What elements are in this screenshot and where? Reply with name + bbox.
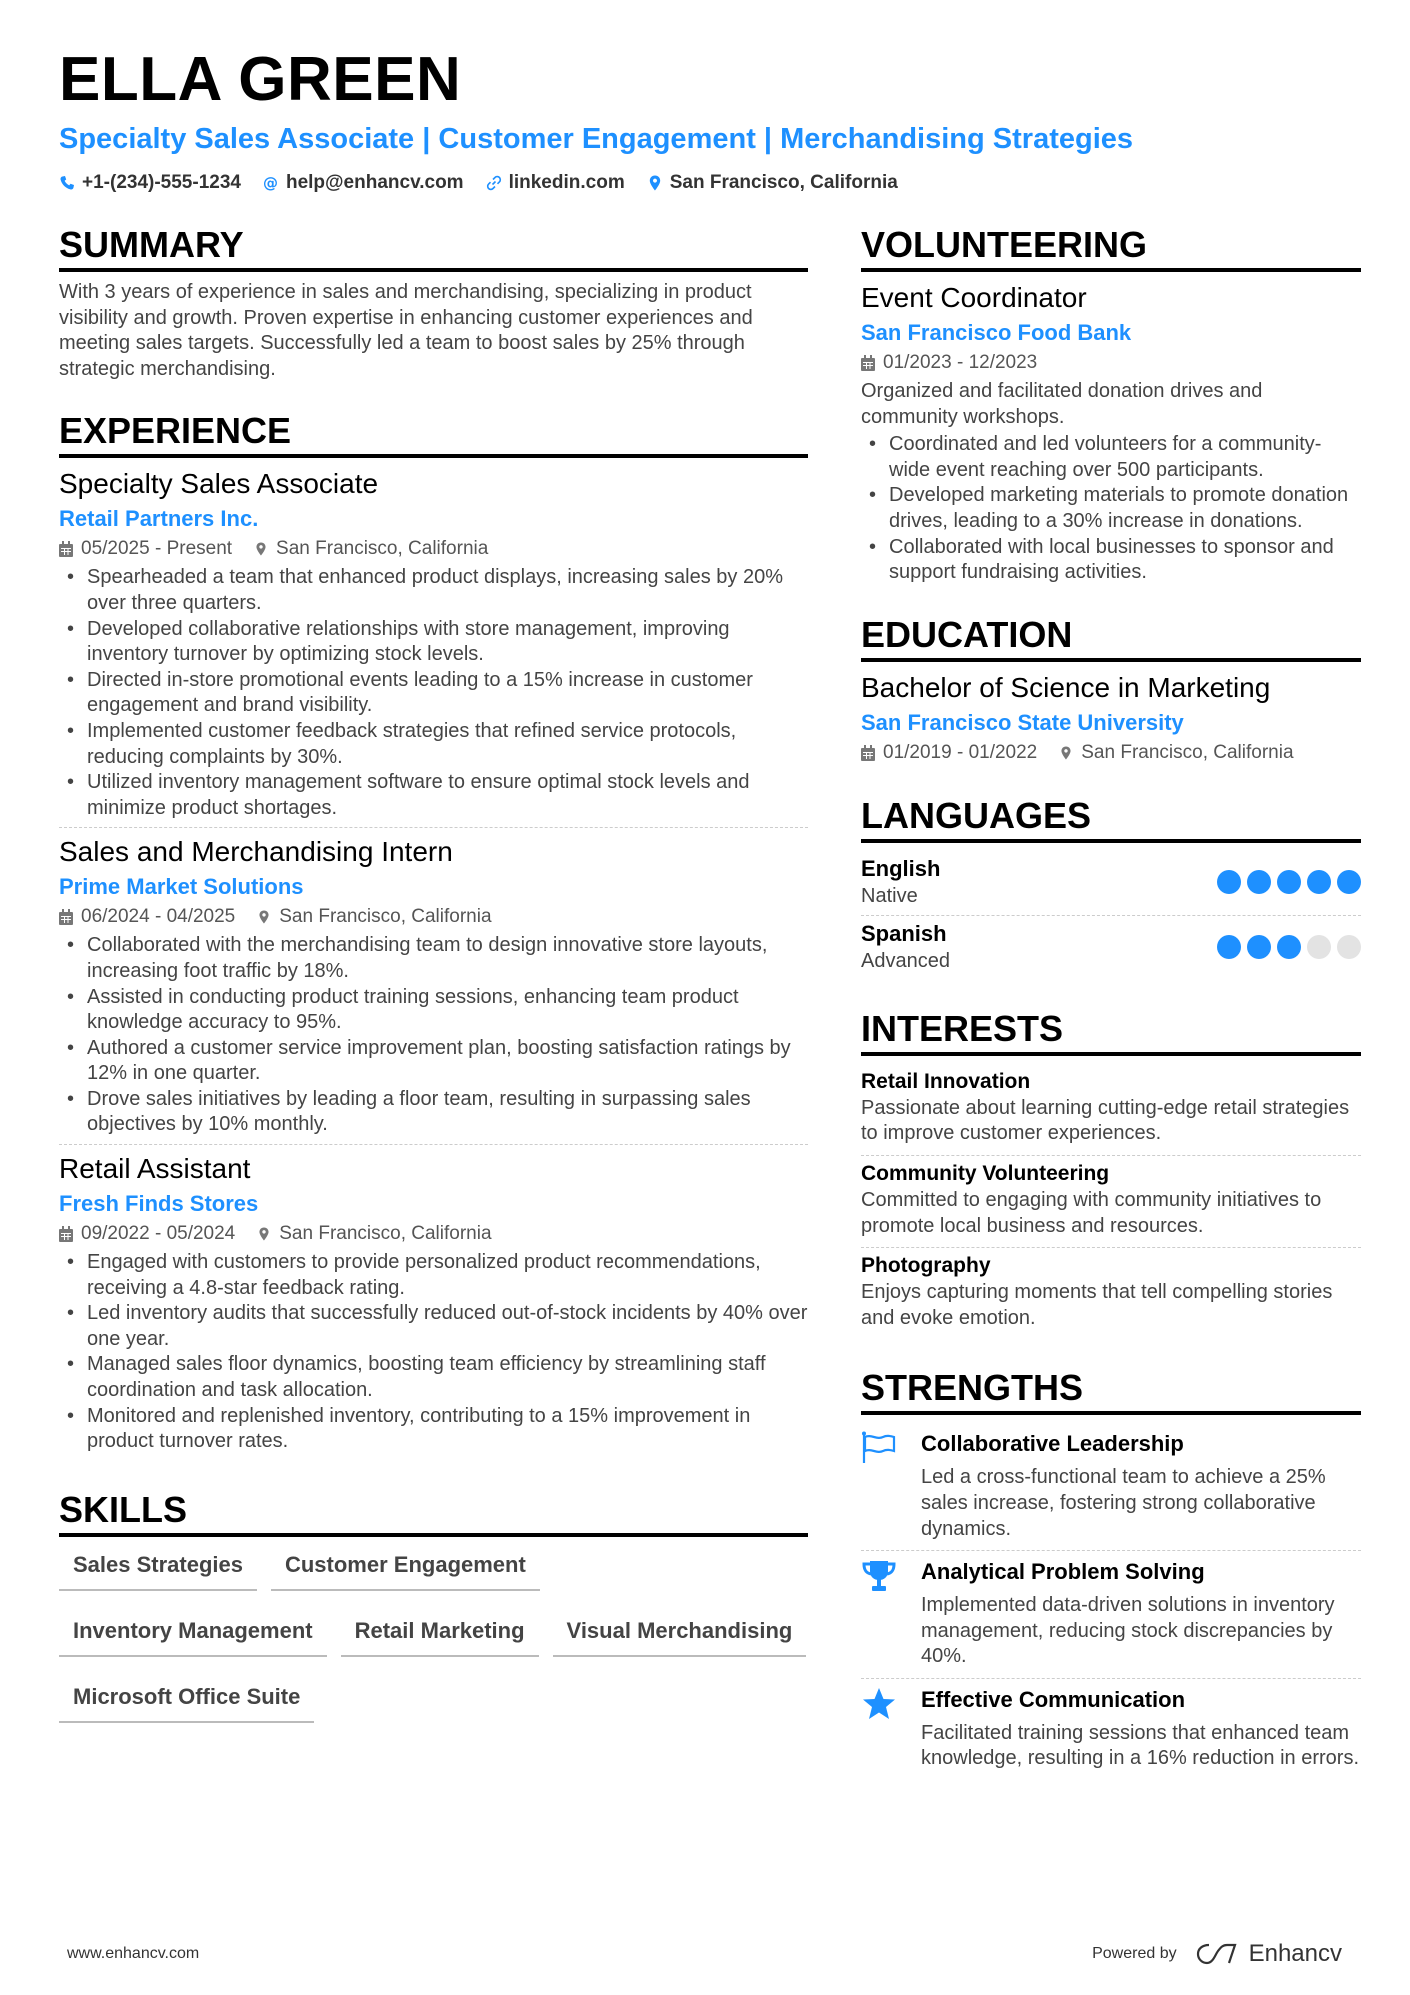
volunteering-section [861, 224, 1361, 586]
job-dates: 06/2024 - 04/2025 [81, 906, 236, 928]
interest-title: Photography [861, 1254, 991, 1278]
svg-text:@: @ [262, 175, 278, 191]
strength-item [861, 1423, 1361, 1551]
job-bullets [59, 933, 808, 1138]
rating-dot [1277, 870, 1301, 894]
job-location: San Francisco, California [279, 906, 492, 928]
location-icon [257, 1226, 271, 1242]
bullet: • Assisted in conducting product training sessions, enhancing team product knowledge accuracy to 95%. [59, 985, 808, 1036]
interest-title: Retail Innovation [861, 1069, 1031, 1093]
bullet: • Spearheaded a team that enhanced product displays, increasing sales by 20% over three quarters. [59, 565, 808, 616]
skills-section [59, 1489, 808, 1723]
bullet: • Utilized inventory management software to ensure optimal stock levels and minimize product shortages. [59, 770, 808, 821]
job-meta [59, 1220, 808, 1248]
location-icon [1059, 745, 1073, 761]
language-name: English [861, 855, 941, 881]
strength-text: Implemented data-driven solutions in inventory management, reducing stock discrepancies by 40%. [921, 1594, 1335, 1668]
trophy-icon [861, 1559, 897, 1593]
volunteer-dates: 01/2023 - 12/2023 [883, 352, 1038, 373]
contact-text: San Francisco, California [669, 172, 898, 193]
headline: Specialty Sales Associate | Customer Engagement | Merchandising Strategies [59, 123, 1134, 155]
calendar-icon [861, 355, 875, 371]
contact-linkedin[interactable] [486, 170, 625, 196]
calendar-icon [861, 745, 875, 761]
job-title: Retail Assistant [59, 1153, 251, 1185]
section-title: STRENGTHS [861, 1367, 1361, 1415]
rating-dot [1337, 935, 1361, 959]
volunteer-role: Event Coordinator [861, 282, 1087, 313]
footer [67, 1940, 1342, 1968]
skill-tag: Sales Strategies [59, 1551, 257, 1591]
language-rating [1217, 870, 1361, 894]
contact-bar [59, 170, 1361, 196]
section-title: EXPERIENCE [59, 410, 808, 458]
bullet: • Developed collaborative relationships with store management, improving inventory turnover by optimizing stock levels. [59, 617, 808, 668]
interest-title: Community Volunteering [861, 1161, 1110, 1185]
job-title: Specialty Sales Associate [59, 468, 379, 500]
section-title: VOLUNTEERING [861, 224, 1361, 272]
phone-icon [59, 175, 75, 191]
location-icon [257, 909, 271, 925]
company-name: Retail Partners Inc. [59, 506, 259, 532]
rating-dot [1307, 870, 1331, 894]
skills-list [59, 1551, 808, 1723]
calendar-icon [59, 541, 73, 557]
rating-dot [1247, 935, 1271, 959]
bullet: • Managed sales floor dynamics, boosting team efficiency by streamlining staff coordination and task allocation. [59, 1352, 808, 1403]
interest-text: Enjoys capturing moments that tell compelling stories and evoke emotion. [861, 1281, 1333, 1329]
bullet: • Authored a customer service improvement plan, boosting satisfaction ratings by 12% in one quarter. [59, 1036, 808, 1087]
strength-item [861, 1679, 1361, 1780]
location-icon [647, 175, 663, 191]
summary-text: With 3 years of experience in sales and merchandising, specializing in product visibility and growth. Proven expertise in enhancing customer experiences and meeting sales targets. Successfully led a team to boost sales by 25% through strategic merchandising. [59, 281, 753, 380]
rating-dot [1217, 870, 1241, 894]
school-name: San Francisco State University [861, 709, 1184, 735]
contact-text: help@enhancv.com [285, 172, 464, 193]
interest-item [861, 1064, 1361, 1156]
contact-text: +1-(234)-555-1234 [82, 172, 241, 193]
rating-dot [1337, 870, 1361, 894]
experience-item [59, 834, 808, 1145]
strength-title: Effective Communication [921, 1686, 1186, 1712]
experience-item [59, 1151, 808, 1461]
location-icon [254, 541, 268, 557]
strength-text: Led a cross-functional team to achieve a 25% sales increase, fostering strong collaborative dynamics. [921, 1466, 1326, 1540]
language-level: Native [861, 884, 918, 907]
language-level: Advanced [861, 949, 950, 972]
education-location: San Francisco, California [1081, 741, 1294, 763]
rating-dot [1277, 935, 1301, 959]
job-meta [59, 903, 808, 931]
calendar-icon [59, 1226, 73, 1242]
language-name: Spanish [861, 920, 947, 946]
strength-text: Facilitated training sessions that enhanced team knowledge, resulting in a 16% reduction in errors. [921, 1721, 1360, 1770]
contact-location [647, 170, 898, 196]
job-bullets [59, 1250, 808, 1455]
job-dates: 05/2025 - Present [81, 538, 233, 560]
section-title: EDUCATION [861, 614, 1361, 662]
bullet: • Implemented customer feedback strategies that refined service protocols, reducing complaints by 30%. [59, 719, 808, 770]
job-location: San Francisco, California [276, 538, 489, 560]
contact-text: linkedin.com [508, 172, 625, 193]
bullet: • Drove sales initiatives by leading a floor team, resulting in surpassing sales objectives by 10% monthly. [59, 1087, 808, 1138]
language-item [861, 916, 1361, 980]
company-name: Fresh Finds Stores [59, 1191, 259, 1217]
job-location: San Francisco, California [279, 1223, 492, 1245]
job-title: Sales and Merchandising Intern [59, 836, 453, 868]
interest-item [861, 1248, 1361, 1339]
section-title: INTERESTS [861, 1008, 1361, 1056]
rating-dot [1307, 935, 1331, 959]
education-section [861, 614, 1361, 767]
job-dates: 09/2022 - 05/2024 [81, 1223, 236, 1245]
footer-website[interactable]: www.enhancv.com [67, 1945, 200, 1962]
degree: Bachelor of Science in Marketing [861, 671, 1271, 703]
powered-by [1092, 1940, 1342, 1968]
at-icon [263, 175, 279, 191]
volunteer-description: Organized and facilitated donation drives and community workshops. [861, 380, 1263, 428]
skill-tag: Customer Engagement [271, 1551, 540, 1591]
bullet: • Engaged with customers to provide personalized product recommendations, receiving a 4.8-star feedback rating. [59, 1250, 808, 1301]
rating-dot [1217, 935, 1241, 959]
education-meta [861, 739, 1361, 767]
brand-logo[interactable] [1195, 1940, 1342, 1968]
flag-icon [861, 1431, 897, 1465]
right-column [861, 224, 1361, 1808]
strength-title: Collaborative Leadership [921, 1431, 1184, 1457]
interest-text: Committed to engaging with community initiatives to promote local business and resources. [861, 1188, 1322, 1237]
powered-by-label: Powered by [1092, 1945, 1177, 1962]
link-icon [486, 175, 502, 191]
volunteer-bullets [861, 432, 1361, 586]
strength-item [861, 1551, 1361, 1679]
contact-phone[interactable] [59, 170, 241, 196]
summary-section [59, 224, 808, 382]
skill-tag: Retail Marketing [341, 1617, 539, 1657]
interest-item [861, 1156, 1361, 1248]
languages-section [861, 795, 1361, 980]
skill-tag: Visual Merchandising [553, 1617, 807, 1657]
education-dates: 01/2019 - 01/2022 [883, 741, 1038, 763]
star-icon [861, 1687, 897, 1721]
section-title: LANGUAGES [861, 795, 1361, 843]
enhancv-logo-icon [1195, 1941, 1241, 1967]
bullet: • Developed marketing materials to promote donation drives, leading to a 30% increase in donations. [861, 483, 1361, 534]
bullet: • Monitored and replenished inventory, contributing to a 15% improvement in product turnover rates. [59, 1404, 808, 1455]
experience-section [59, 410, 808, 1460]
skill-tag: Microsoft Office Suite [59, 1683, 314, 1723]
bullet: • Collaborated with the merchandising team to design innovative store layouts, increasing foot traffic by 18%. [59, 933, 808, 984]
interest-text: Passionate about learning cutting-edge retail strategies to improve customer experiences. [861, 1096, 1350, 1145]
bullet: • Directed in-store promotional events leading to a 15% increase in customer engagement and brand visibility. [59, 668, 808, 719]
bullet: • Led inventory audits that successfully reduced out-of-stock incidents by 40% over one year. [59, 1301, 808, 1352]
bullet: • Coordinated and led volunteers for a community-wide event reaching over 500 participants. [861, 432, 1361, 483]
rating-dot [1247, 870, 1271, 894]
language-item [861, 851, 1361, 916]
skill-tag: Inventory Management [59, 1617, 327, 1657]
bullet: • Collaborated with local businesses to sponsor and support fundraising activities. [861, 535, 1361, 586]
calendar-icon [59, 909, 73, 925]
company-name: Prime Market Solutions [59, 874, 304, 900]
volunteer-meta [861, 349, 1361, 377]
contact-email[interactable] [263, 170, 464, 196]
strength-title: Analytical Problem Solving [921, 1559, 1205, 1585]
strengths-section [861, 1367, 1361, 1780]
candidate-name: ELLA GREEN [59, 45, 462, 114]
resume-page [59, 44, 1361, 1808]
language-rating [1217, 935, 1361, 959]
section-title: SKILLS [59, 1489, 808, 1537]
volunteer-org: San Francisco Food Bank [861, 320, 1132, 345]
brand-name: Enhancv [1248, 1940, 1342, 1967]
job-meta [59, 535, 808, 563]
job-bullets [59, 565, 808, 821]
section-title: SUMMARY [59, 224, 808, 272]
experience-item [59, 466, 808, 828]
interests-section [861, 1008, 1361, 1340]
left-column [59, 224, 808, 1808]
